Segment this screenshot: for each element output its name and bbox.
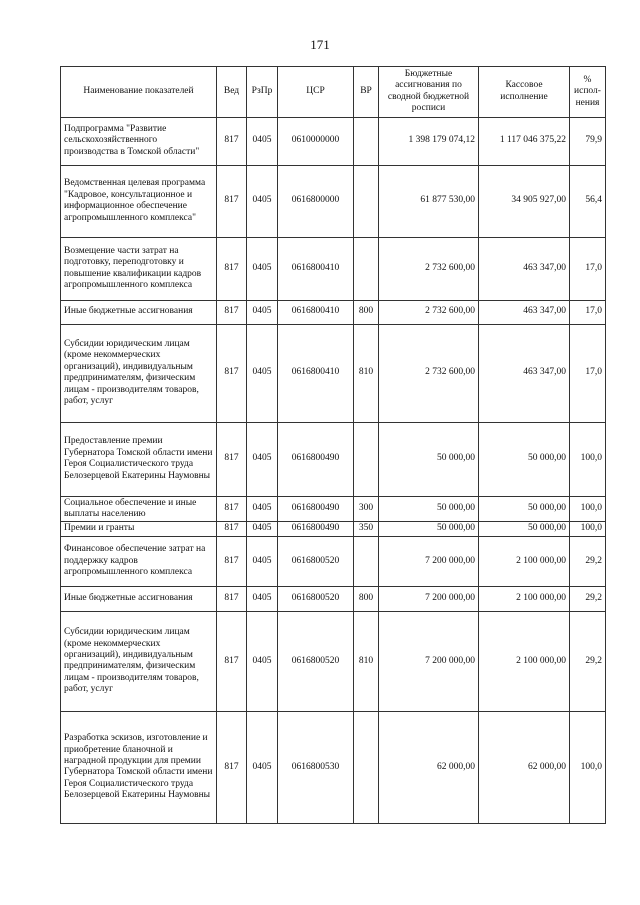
header-name: Наименование показателей [61,67,217,118]
cell-ved: 817 [217,611,247,711]
table-header-row [61,67,606,118]
cell-name: Субсидии юридическим лицам (кроме некоммерческих организаций), индивидуальным предпринимателям, физическим лицам - производителям товаров, работ, услуг [61,611,217,711]
cell-name: Финансовое обеспечение затрат на поддержку кадров агропромышленного комплекса [61,536,217,586]
cell-ved: 817 [217,117,247,165]
cell-ved: 817 [217,496,247,522]
cell-pct: 100,0 [570,422,606,496]
header-pct: % испол-нения [570,67,606,118]
cell-name: Иные бюджетные ассигнования [61,586,217,611]
cell-rzpr: 0405 [247,611,278,711]
cell-pct: 17,0 [570,237,606,300]
cell-pct: 17,0 [570,324,606,422]
cell-vr: 810 [354,324,379,422]
table-row [61,536,606,586]
cell-pct: 100,0 [570,522,606,536]
cell-plan: 2 732 600,00 [379,237,479,300]
cell-vr: 810 [354,611,379,711]
cell-name: Социальное обеспечение и иные выплаты населению [61,496,217,522]
cell-rzpr: 0405 [247,300,278,324]
cell-rzpr: 0405 [247,536,278,586]
cell-vr [354,536,379,586]
header-csr: ЦСР [278,67,354,118]
table-body [61,117,606,823]
cell-vr: 300 [354,496,379,522]
table-row [61,117,606,165]
cell-rzpr: 0405 [247,237,278,300]
cell-csr: 0616800490 [278,522,354,536]
cell-fact: 1 117 046 375,22 [479,117,570,165]
cell-pct: 29,2 [570,586,606,611]
cell-ved: 817 [217,300,247,324]
cell-rzpr: 0405 [247,496,278,522]
cell-plan: 2 732 600,00 [379,324,479,422]
cell-pct: 56,4 [570,165,606,237]
table-row [61,611,606,711]
cell-ved: 817 [217,422,247,496]
table-row [61,711,606,823]
cell-fact: 2 100 000,00 [479,586,570,611]
cell-csr: 0616800410 [278,324,354,422]
cell-ved: 817 [217,324,247,422]
cell-ved: 817 [217,536,247,586]
cell-csr: 0616800410 [278,237,354,300]
cell-plan: 2 732 600,00 [379,300,479,324]
cell-fact: 34 905 927,00 [479,165,570,237]
cell-name: Разработка эскизов, изготовление и приобретение бланочной и наградной продукции для премии Губернатора Томской области имени Героя Социалистического труда Белозерцевой Екатерины Наумовны [61,711,217,823]
cell-fact: 463 347,00 [479,300,570,324]
cell-pct: 17,0 [570,300,606,324]
header-rzpr: РзПр [247,67,278,118]
cell-rzpr: 0405 [247,522,278,536]
cell-pct: 29,2 [570,536,606,586]
cell-fact: 50 000,00 [479,522,570,536]
table-row [61,300,606,324]
table-row [61,496,606,522]
cell-csr: 0616800520 [278,586,354,611]
cell-vr: 800 [354,586,379,611]
cell-ved: 817 [217,522,247,536]
cell-plan: 7 200 000,00 [379,611,479,711]
cell-rzpr: 0405 [247,586,278,611]
cell-ved: 817 [217,586,247,611]
header-plan: Бюджетные ассигнования по сводной бюджетной росписи [379,67,479,118]
cell-csr: 0616800490 [278,422,354,496]
header-fact: Кассовое исполнение [479,67,570,118]
header-vr: ВР [354,67,379,118]
header-ved: Вед [217,67,247,118]
cell-plan: 1 398 179 074,12 [379,117,479,165]
cell-csr: 0616800520 [278,536,354,586]
table-row [61,165,606,237]
cell-plan: 50 000,00 [379,422,479,496]
cell-vr [354,711,379,823]
cell-name: Иные бюджетные ассигнования [61,300,217,324]
cell-name: Премии и гранты [61,522,217,536]
cell-plan: 61 877 530,00 [379,165,479,237]
cell-csr: 0616800490 [278,496,354,522]
cell-name: Возмещение части затрат на подготовку, переподготовку и повышение квалификации кадров агропромышленного комплекса [61,237,217,300]
table-row [61,586,606,611]
cell-csr: 0616800000 [278,165,354,237]
table-row [61,324,606,422]
cell-ved: 817 [217,711,247,823]
cell-vr [354,422,379,496]
cell-fact: 62 000,00 [479,711,570,823]
cell-pct: 100,0 [570,496,606,522]
cell-ved: 817 [217,237,247,300]
cell-fact: 2 100 000,00 [479,536,570,586]
cell-fact: 2 100 000,00 [479,611,570,711]
cell-vr [354,237,379,300]
cell-vr: 800 [354,300,379,324]
cell-rzpr: 0405 [247,711,278,823]
cell-pct: 100,0 [570,711,606,823]
cell-name: Субсидии юридическим лицам (кроме некоммерческих организаций), индивидуальным предпринимателям, физическим лицам - производителям товаров, работ, услуг [61,324,217,422]
cell-plan: 7 200 000,00 [379,536,479,586]
cell-plan: 62 000,00 [379,711,479,823]
cell-fact: 50 000,00 [479,422,570,496]
cell-fact: 463 347,00 [479,324,570,422]
cell-fact: 50 000,00 [479,496,570,522]
cell-plan: 7 200 000,00 [379,586,479,611]
budget-execution-table [60,66,606,824]
cell-vr [354,117,379,165]
cell-csr: 0610000000 [278,117,354,165]
cell-plan: 50 000,00 [379,496,479,522]
cell-csr: 0616800410 [278,300,354,324]
cell-pct: 79,9 [570,117,606,165]
table-row [61,422,606,496]
cell-ved: 817 [217,165,247,237]
cell-rzpr: 0405 [247,422,278,496]
table-row [61,522,606,536]
cell-vr: 350 [354,522,379,536]
cell-csr: 0616800520 [278,611,354,711]
cell-csr: 0616800530 [278,711,354,823]
cell-name: Ведомственная целевая программа "Кадровое, консультационное и информационное обеспечение агропромышленного комплекса" [61,165,217,237]
cell-pct: 29,2 [570,611,606,711]
cell-rzpr: 0405 [247,324,278,422]
table-row [61,237,606,300]
cell-rzpr: 0405 [247,117,278,165]
cell-name: Предоставление премии Губернатора Томской области имени Героя Социалистического труда Белозерцевой Екатерины Наумовны [61,422,217,496]
cell-name: Подпрограмма "Развитие сельскохозяйственного производства в Томской области" [61,117,217,165]
cell-fact: 463 347,00 [479,237,570,300]
cell-rzpr: 0405 [247,165,278,237]
cell-plan: 50 000,00 [379,522,479,536]
page-number: 171 [310,37,330,52]
cell-vr [354,165,379,237]
